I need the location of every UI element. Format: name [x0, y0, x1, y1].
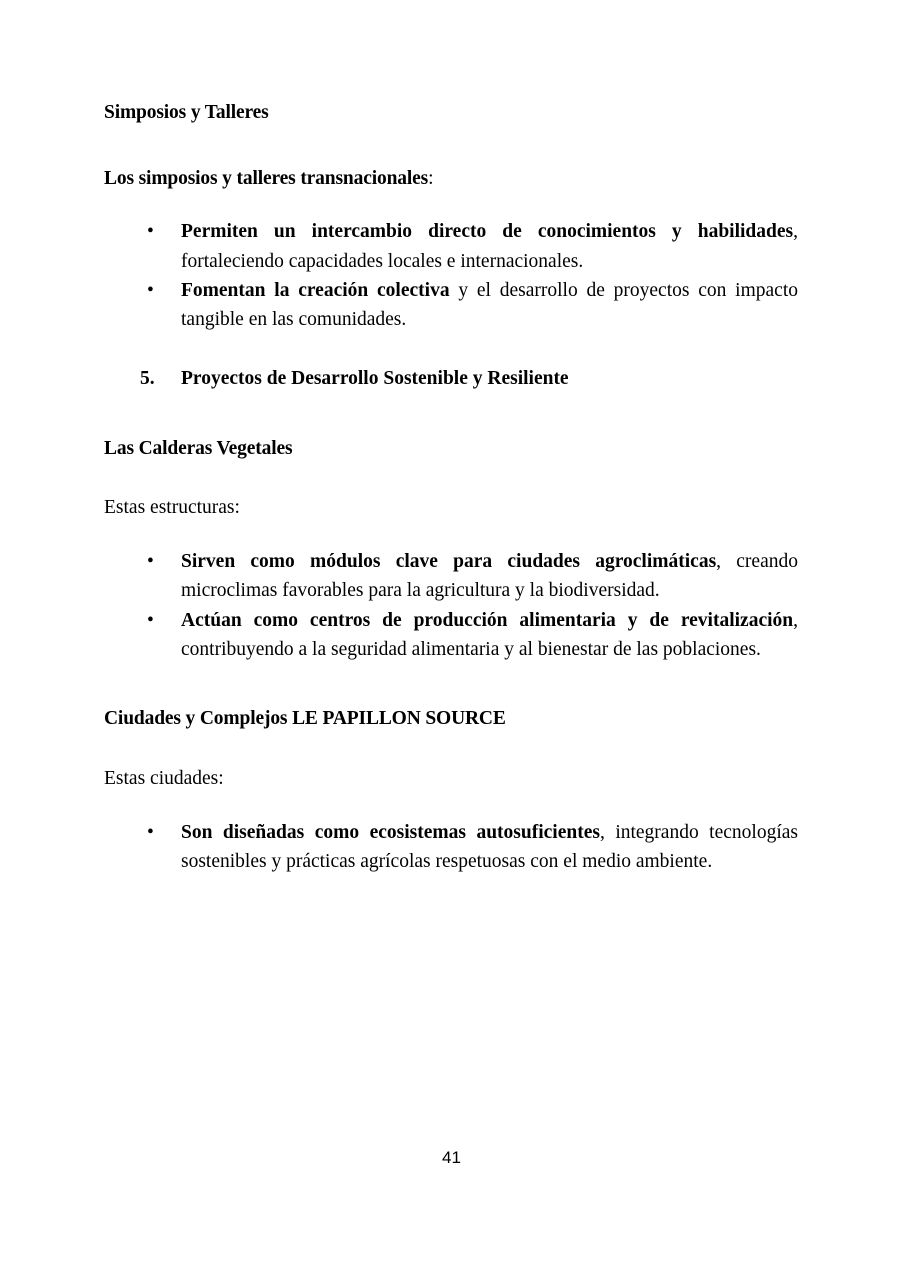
- list-item-bold-run: Son diseñadas como ecosistemas autosuficientes: [181, 821, 600, 843]
- list-item: [104, 818, 798, 877]
- list-item: [104, 217, 798, 276]
- numbered-marker: 5.: [140, 368, 155, 390]
- list-item-bold-run: Sirven como módulos clave para ciudades agroclimáticas: [181, 551, 717, 573]
- list-item: [104, 276, 798, 335]
- list-item-bold-run: Fomentan la creación colectiva: [181, 279, 450, 301]
- list-item-tail-run: , creando microclimas favorables para la agricultura y la biodiversidad.: [181, 551, 798, 602]
- body-paragraph: Estas estructuras:: [104, 497, 240, 519]
- list-item-tail-run: , integrando tecnologías sostenibles y prácticas agrícolas respetuosas con el medio ambiente.: [181, 821, 798, 872]
- numbered-item-text: Proyectos de Desarrollo Sostenible y Resiliente: [181, 368, 569, 390]
- lead-tail-run: :: [428, 167, 434, 189]
- bullet-icon: •: [147, 821, 154, 843]
- list-item-tail-run: y el desarrollo de proyectos con impacto tangible en las comunidades.: [181, 279, 798, 331]
- bullet-icon: •: [147, 551, 154, 573]
- bullet-icon: •: [147, 609, 154, 631]
- numbered-list-item: [104, 364, 798, 393]
- lead-paragraph: [104, 166, 798, 192]
- lead-bold-run: Los simposios y talleres transnacionales: [104, 167, 429, 189]
- section-heading: Las Calderas Vegetales: [104, 437, 293, 459]
- list-item-tail-run: , contribuyendo a la seguridad alimentaria y al bienestar de las poblaciones.: [181, 609, 798, 660]
- list-item: [104, 547, 798, 606]
- bullet-list-calderas: [104, 547, 798, 664]
- list-item-bold-run: Permiten un intercambio directo de conocimientos y habilidades: [181, 221, 794, 243]
- section-heading: Ciudades y Complejos LE PAPILLON SOURCE: [104, 708, 506, 730]
- bullet-list-ciudades: [104, 818, 798, 877]
- page-content: [104, 100, 798, 876]
- bullet-list-simposios: [104, 217, 798, 334]
- page-number: 41: [442, 1148, 461, 1167]
- list-item: [104, 606, 798, 665]
- body-paragraph: Estas ciudades:: [104, 767, 224, 789]
- section-heading: Simposios y Talleres: [104, 102, 269, 123]
- bullet-icon: •: [147, 279, 154, 301]
- list-item-bold-run: Actúan como centros de producción alimentaria y de revitalización: [181, 609, 794, 631]
- list-item-tail-run: , fortaleciendo capacidades locales e internacionales.: [181, 221, 798, 272]
- bullet-icon: •: [147, 221, 154, 243]
